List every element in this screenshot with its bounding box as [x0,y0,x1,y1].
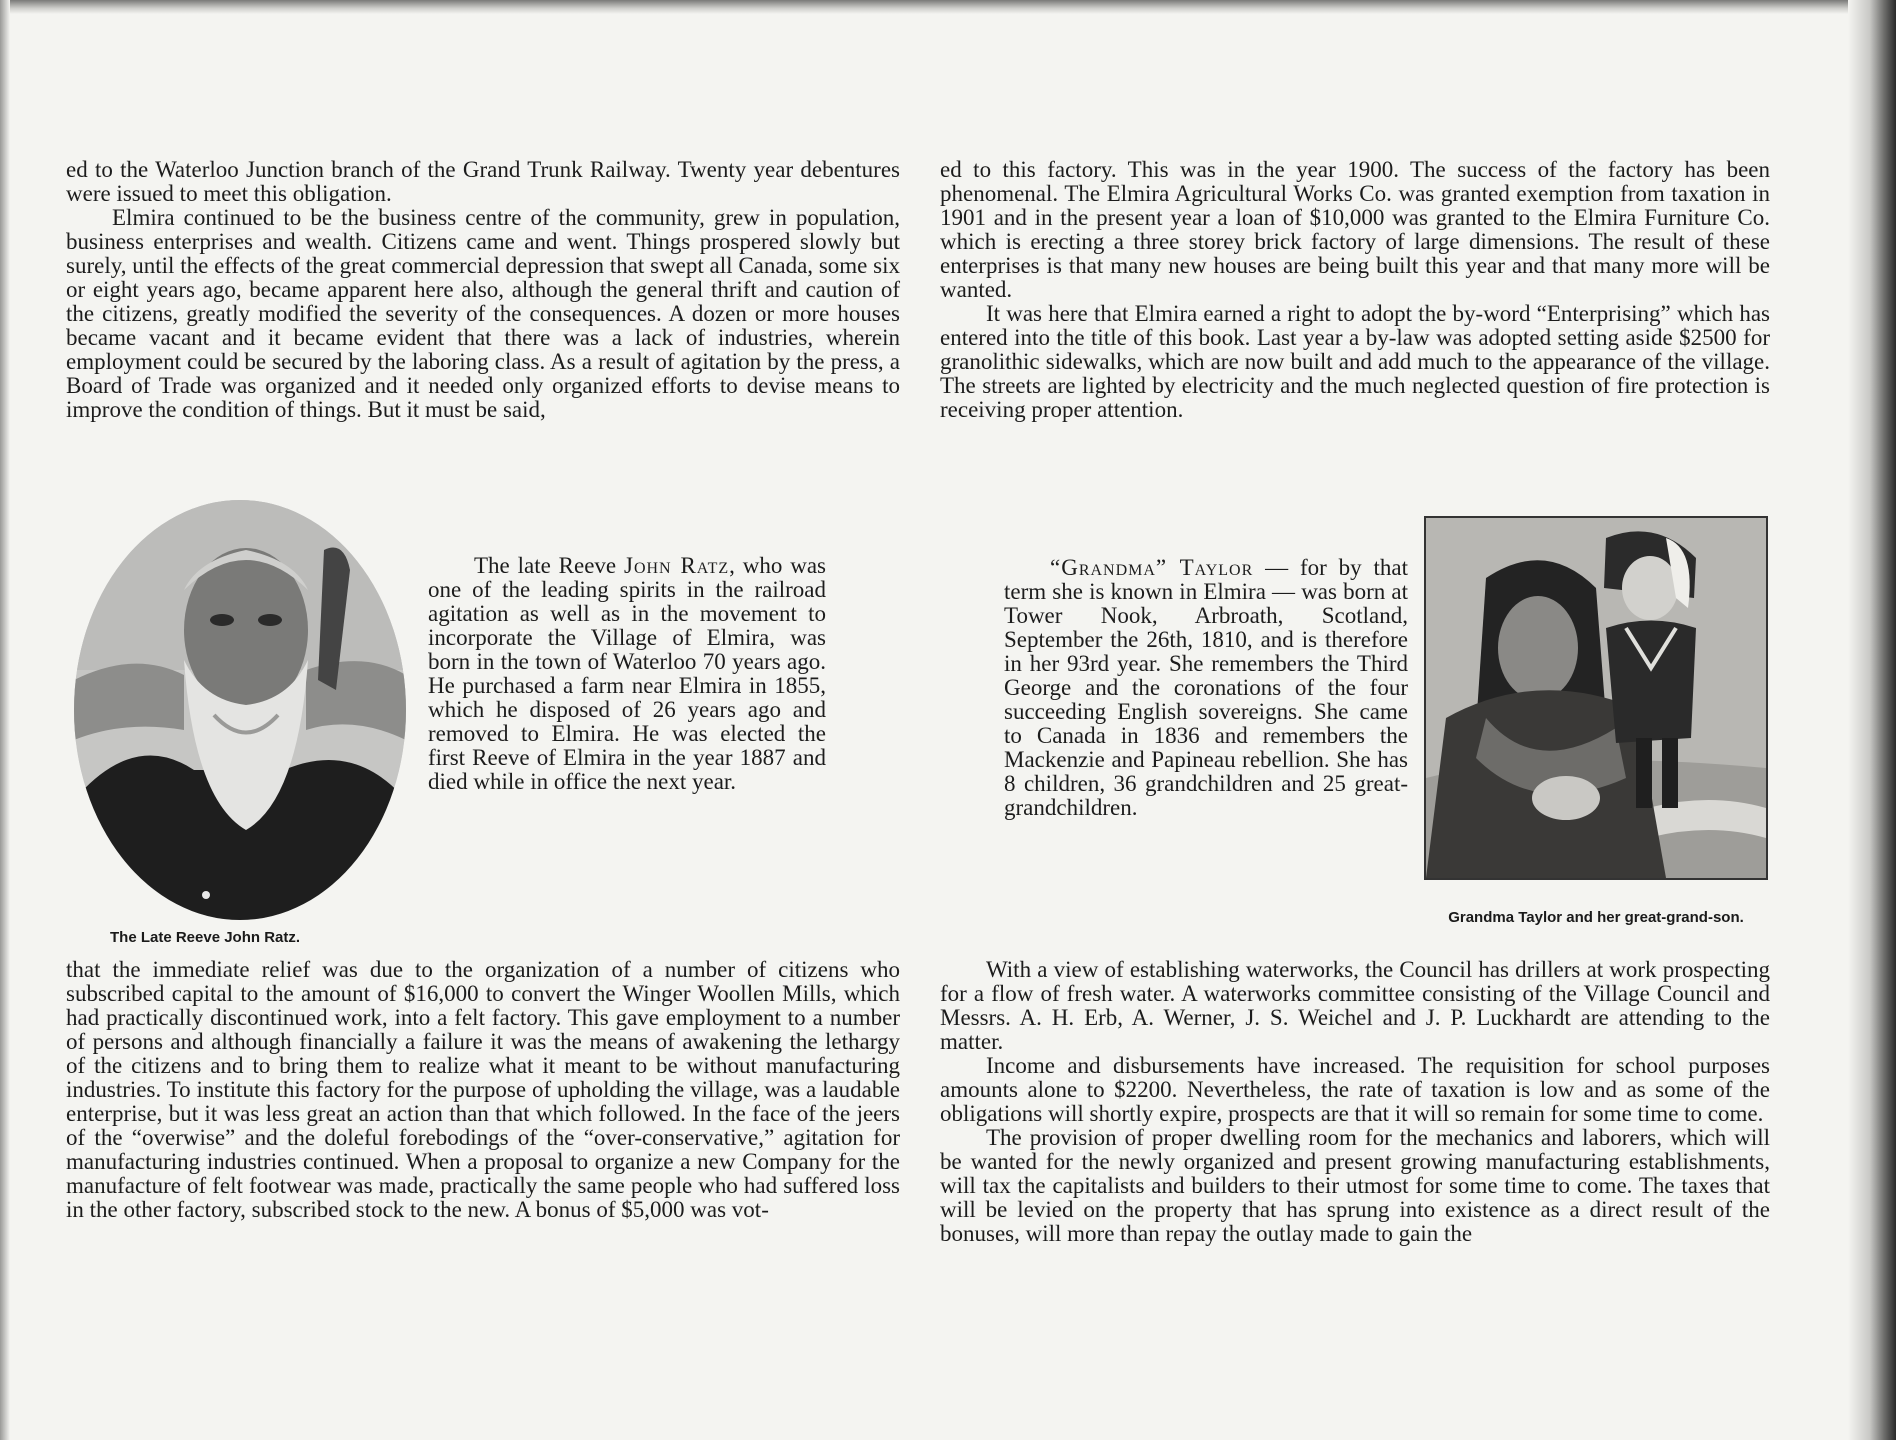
john-ratz-portrait [74,500,406,920]
ratz-caption: The Late Reeve John Ratz. [110,929,301,946]
taylor-caption: Grandma Taylor and her great-grand-son. [1448,909,1744,926]
taylor-bio-text: — for by that term she is known in Elmira — was born at Tower Nook, Arbroath, Scotland, September the 26th, 1810, and is therefore in her 93rd year. She remembers the Third George and the coronations of the four succeeding English sovereigns. She came to Canada in 1836 and remembers the Mackenzie and Papineau rebellion. She has 8 children, 36 grandchildren and 25 great-grandchildren. [1004,555,1409,820]
paragraph: The provision of proper dwelling room for the mechanics and laborers, which will be wanted for the newly organized and present growing manufacturing establishments, will tax the capitalists and builders to their utmost for some time to come. The taxes that will be levied on the property that has sprung into existence as a direct result of the bonuses, will more than repay the outlay made to gain the [940,1125,1770,1246]
paragraph: With a view of establishing waterworks, the Council has drillers at work prospecting for a flow of fresh water. A waterworks committee consisting of the Village Council and Messrs. A. H. Erb, A. Werner, J. S. Weichel and J. P. Luckhardt are attending to the matter. [940,957,1770,1054]
taylor-biography [1004,556,1408,820]
page-left-edge [0,0,10,1440]
ratz-lead: The late Reeve [474,553,624,578]
ratz-bio-text: , who was one of the leading spirits in the railroad agitation as well as in the movement to incorporate the Village of Elmira, was born in the town of Waterloo 70 years ago. He purchased a farm near Elmira in 1855, which he disposed of 26 years ago and removed to Elmira. He was elected the first Reeve of Elmira in the year 1887 and died while in office the next year. [428,553,826,794]
ratz-biography [428,554,826,794]
paragraph: It was here that Elmira earned a right to adopt the by-word “Enterprising” which has entered into the title of this book. Last year a by-law was adopted setting aside $2500 for granolithic sidewalks, which are now built and add much to the appearance of the village. The streets are lighted by electricity and the much neglected question of fire protection is receiving proper attention. [940,301,1770,422]
grandma-taylor-photo [1424,516,1768,880]
right-column-bottom [940,958,1770,1246]
paragraph: that the immediate relief was due to the organization of a number of citizens who subscribed capital to the amount of $16,000 to convert the Winger Woollen Mills, which had practically discontinued work, into a felt factory. This gave employment to a number of persons and although financially a failure it was the means of awakening the lethargy of the citizens and to bring them to realize what it meant to be without manufacturing industries. To institute this factory for the purpose of upholding the village, was a laudable enterprise, but it was less great an action than that which followed. In the face of the jeers of the “overwise” and the doleful forebodings of the “over-conservative,” agitation for manufacturing industries continued. When a proposal to organize a new Company for the manufacture of felt footwear was made, practically the same people who had suffered loss in the other factory, subscribed stock to the new. A bonus of $5,000 was vot- [66,957,900,1222]
left-column-bottom [66,958,900,1222]
paragraph: Elmira continued to be the business centre of the community, grew in population, business enterprises and wealth. Citizens came and went. Things prospered slowly but surely, until the effects of the great commercial depression that swept all Canada, some six or eight years ago, became apparent here also, although the general thrift and caution of the citizens, greatly modified the severity of the consequences. A dozen or more houses became vacant and it became evident that there was a lack of industries, wherein employment could be secured by the laboring class. As a result of agitation by the press, a Board of Trade was organized and it needed only organized efforts to devise means to improve the condition of things. But it must be said, [66,205,900,422]
page-top-edge [0,0,1896,14]
paragraph: ed to this factory. This was in the year 1900. The success of the factory has been phenomenal. The Elmira Agricultural Works Co. was granted exemption from taxation in 1901 and in the present year a loan of $10,000 was granted to the Elmira Furniture Co. which is erecting a three storey brick factory of large dimensions. The result of these enterprises is that many new houses are being built this year and that many more will be wanted. [940,157,1770,302]
paragraph: Income and disbursements have increased. The requisition for school purposes amounts alone to $2200. Nevertheless, the rate of taxation is low and as some of the obligations will shortly expire, prospects are that it will so remain for some time to come. [940,1053,1770,1126]
paragraph: ed to the Waterloo Junction branch of the Grand Trunk Railway. Twenty year debentures were issued to meet this obligation. [66,157,900,206]
left-column-top [66,158,900,422]
ratz-name: John Ratz [624,553,730,578]
right-column-top [940,158,1770,422]
page-right-edge [1848,0,1896,1440]
taylor-name: “Grandma” Taylor [1050,555,1254,580]
